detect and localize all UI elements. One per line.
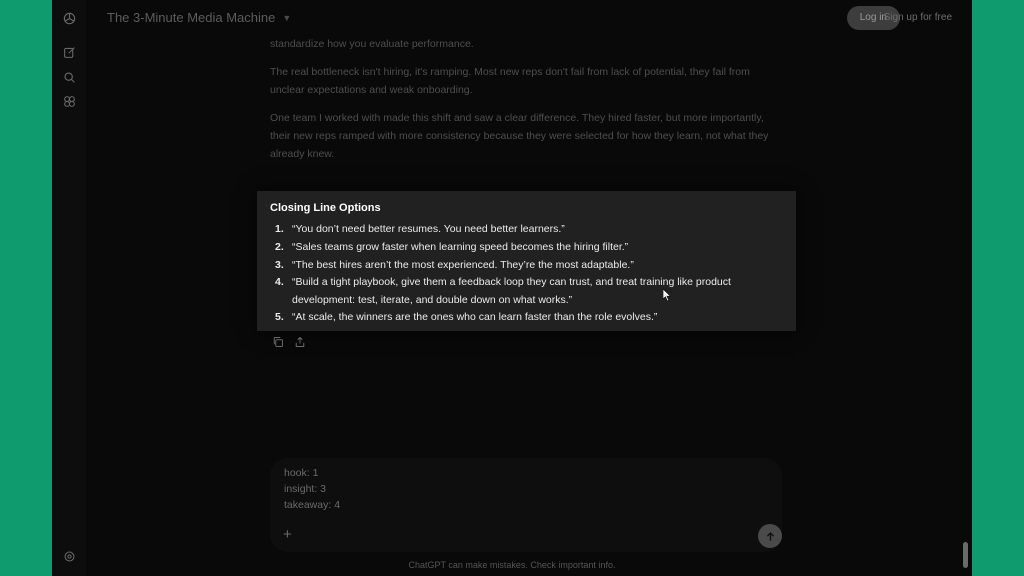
prompt-composer[interactable] xyxy=(270,458,782,552)
disclaimer-text: ChatGPT can make mistakes. Check important info. xyxy=(408,560,616,570)
list-item-number: 1. xyxy=(275,223,284,235)
message-paragraph: standardize how you evaluate performance. xyxy=(270,38,474,50)
logo-icon[interactable] xyxy=(61,10,77,26)
new-chat-icon[interactable] xyxy=(61,44,77,60)
list-item xyxy=(275,238,775,256)
list-item-text: “At scale, the winners are the ones who can learn faster than the role evolves.” xyxy=(292,311,658,323)
message-paragraph: One team I worked with made this shift and saw a clear difference. They hired faster, but more importantly, their new reps ramped with more consistency because they were selected for how they learn, not what they already knew. xyxy=(270,112,769,160)
list-item-text: “Sales teams grow faster when learning speed becomes the hiring filter.” xyxy=(292,241,629,253)
explore-icon[interactable] xyxy=(61,93,77,109)
closing-lines-card xyxy=(257,191,796,331)
search-icon[interactable] xyxy=(61,69,77,85)
top-bar xyxy=(86,0,972,36)
list-item-number: 5. xyxy=(275,311,284,323)
list-item-number: 3. xyxy=(275,259,284,271)
chat-title[interactable] xyxy=(107,10,291,25)
composer-text-line: insight: 3 xyxy=(284,483,327,495)
signup-link[interactable]: Sign up for free xyxy=(883,12,952,23)
send-button[interactable] xyxy=(758,524,782,548)
scrollbar-thumb[interactable] xyxy=(963,542,968,568)
list-item xyxy=(275,308,775,326)
share-icon[interactable] xyxy=(293,335,306,348)
chat-app-window xyxy=(52,0,972,576)
list-item-text: “Build a tight playbook, give them a feedback loop they can trust, and treat training like product development: test, iterate, and double down on what works.” xyxy=(292,276,731,306)
mouse-cursor-icon xyxy=(663,289,672,307)
composer-text-line: hook: 1 xyxy=(284,467,319,479)
list-item-number: 2. xyxy=(275,241,284,253)
chat-title-text: The 3-Minute Media Machine xyxy=(107,10,276,25)
card-heading: Closing Line Options xyxy=(270,202,381,214)
plus-icon[interactable]: + xyxy=(283,526,292,543)
chevron-down-icon: ▼ xyxy=(282,12,292,23)
copy-icon[interactable] xyxy=(271,335,284,348)
message-paragraph: The real bottleneck isn't hiring, it's ramping. Most new reps don't fail from lack of potential, they fail from unclear expectations and weak onboarding. xyxy=(270,66,750,96)
list-item xyxy=(275,273,775,309)
list-item-text: “The best hires aren’t the most experienced. They’re the most adaptable.” xyxy=(292,259,634,271)
list-item-number: 4. xyxy=(275,276,284,288)
list-item-text: “You don’t need better resumes. You need better learners.” xyxy=(292,223,565,235)
list-item xyxy=(275,256,775,274)
message-actions xyxy=(271,335,306,348)
sidebar-rail xyxy=(52,0,86,576)
composer-text-line: takeaway: 4 xyxy=(284,499,341,511)
arrow-up-icon xyxy=(765,531,776,542)
login-button[interactable]: Log in xyxy=(847,6,900,30)
list-item xyxy=(275,220,775,238)
